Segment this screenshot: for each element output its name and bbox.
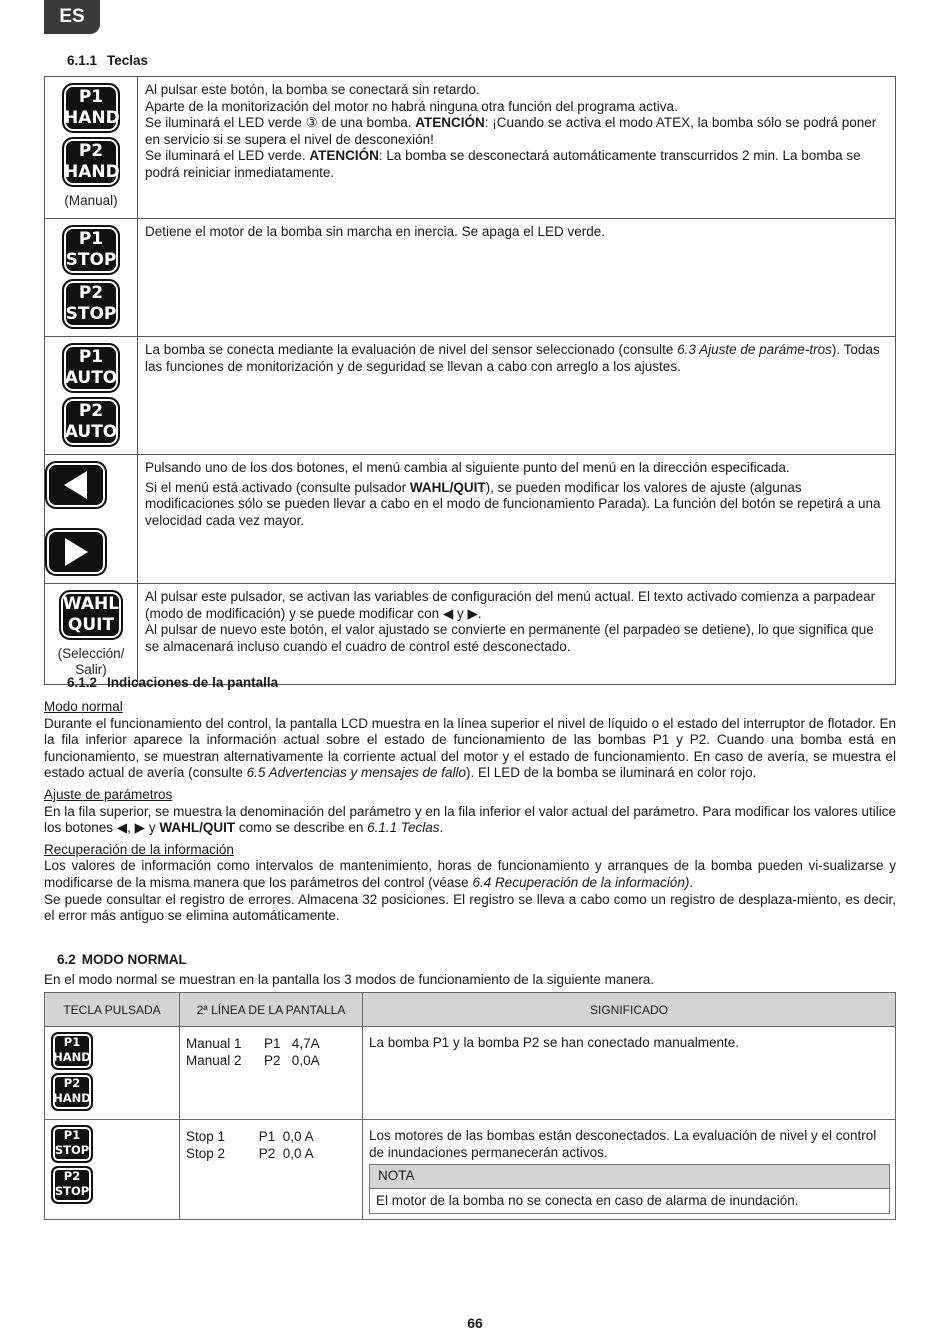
meaning-cell: La bomba P1 y la bomba P2 se han conectado manualmente. (363, 1027, 896, 1120)
note-box (369, 1164, 890, 1214)
col-header-meaning: SIGNIFICADO (363, 993, 896, 1027)
display-line-1: Stop 1 P1 0,0 A (186, 1129, 314, 1144)
key-cell-hand (45, 77, 138, 219)
ajuste-heading: Ajuste de parámetros (44, 786, 173, 802)
key-cell-auto (45, 337, 138, 455)
modo-normal-text: Durante el funcionamiento del control, la pantalla LCD muestra en la línea superior el nivel de líquido o el estado del interruptor de flotador. En la fila inferior aparece la información actual sobre el estado de funcionamiento de las bombas P1 y P2. Cuando una bomba está en funcionamiento, se muestran alternativamente la corriente actual del motor y el estado de funcionamiento. En caso de avería, se muestra el estado actual de avería (consulte 6.5 Advertencias y mensajes de fallo). El LED de la bomba se iluminará en color rojo. (44, 715, 896, 781)
meaning-text: Los motores de las bombas están desconectados. La evaluación de nivel y el control de inundaciones permanecerán activos. (369, 1128, 877, 1160)
stop-line-1: Detiene el motor de la bomba sin marcha en inercia. Se apaga el LED verde. (145, 224, 606, 239)
key-desc-hand (138, 77, 896, 219)
p1-stop-key: P1 STOP (51, 1125, 93, 1163)
hand-line-2: Aparte de la monitorización del motor no habrá ninguna otra función del programa activa. (145, 98, 678, 114)
display-line-cell (180, 1027, 363, 1120)
section-number: 6.2 (57, 952, 76, 967)
modo-normal-intro: En el modo normal se muestran en la pantalla los 3 modos de funcionamiento de la siguiente manera. (44, 972, 655, 987)
key-row-stop (45, 219, 896, 337)
section-title: Teclas (107, 53, 149, 68)
p1-stop-key: P1 STOP (62, 225, 120, 275)
display-line-2: Stop 2 P2 0,0 A (186, 1146, 314, 1161)
recup-text: Los valores de información como intervalos de mantenimiento, horas de funcionamiento y arranques de la bomba pueden vi-sualizarse y modificarse de la misma manera que los parámetros del control (véase 6.4 Recuperación de la información). (44, 858, 896, 890)
section-title: MODO NORMAL (81, 952, 187, 967)
display-line-2: Manual 2 P2 0,0A (186, 1053, 320, 1068)
section-number: 6.1.2 (67, 675, 98, 690)
section-heading-6-2 (57, 952, 187, 967)
table-row (45, 1027, 896, 1120)
section-title: Indicaciones de la pantalla (107, 675, 279, 690)
key-cell (45, 1027, 180, 1120)
key-desc-auto (138, 337, 896, 455)
recup-heading: Recuperación de la información (44, 841, 234, 857)
modes-header-row (45, 993, 896, 1027)
modes-table (44, 992, 896, 1220)
col-header-display: 2ª LÍNEA DE LA PANTALLA (180, 993, 363, 1027)
key-row-wahl (45, 584, 896, 685)
p1-hand-key: P1 HAND (62, 83, 120, 133)
section-heading-6-1-2 (67, 675, 278, 690)
p2-auto-key: P2 AUTO (62, 397, 120, 447)
hand-line-1: Al pulsar este botón, la bomba se conectará sin retardo. (145, 82, 480, 97)
key-cell-wahl (45, 584, 138, 685)
p2-hand-key: P2 HAND (51, 1073, 93, 1111)
arrows-line-1: Pulsando uno de los dos botones, el menú cambia al siguiente punto del menú en la dirección especificada. (145, 460, 790, 475)
p2-stop-key: P2 STOP (51, 1166, 93, 1204)
arrow-left-icon (45, 461, 107, 509)
wahl-quit-key: WAHL QUIT (59, 590, 123, 640)
key-cell (45, 1120, 180, 1220)
key-row-auto (45, 337, 896, 455)
display-line-cell (180, 1120, 363, 1220)
hand-line-4: Se iluminará el LED verde. ATENCIÓN: La bomba se desconectará automáticamente transcurridos 2 min. La bomba se podrá reiniciar inmediatamente. (145, 148, 861, 180)
ajuste-text: En la fila superior, se muestra la denominación del parámetro y en la fila inferior el valor actual del parámetro. Para modificar los valores utilice los botones ◀, ▶ y WAHL/QUIT como se describe en 6.1.1 Teclas. (44, 803, 896, 836)
display-indications-body (44, 699, 896, 925)
p2-stop-key: P2 STOP (62, 279, 120, 329)
key-desc-wahl (138, 584, 896, 685)
table-row (45, 1120, 896, 1220)
keys-table (44, 76, 896, 685)
key-label-seleccion: (Selección/ Salir) (57, 646, 125, 677)
key-row-hand (45, 77, 896, 219)
page-number: 66 (467, 1315, 483, 1331)
col-header-key: TECLA PULSADA (45, 993, 180, 1027)
wahl-line-1: Al pulsar este pulsador, se activan las variables de configuración del menú actual. El texto activado comienza a parpadear (modo de modificación) y se puede modificar con ◀ y ▶. (145, 589, 876, 621)
meaning-cell (363, 1120, 896, 1220)
modo-normal-heading: Modo normal (44, 699, 123, 714)
key-label-manual: (Manual) (64, 193, 118, 208)
recup-text-2: Se puede consultar el registro de errores. Almacena 32 posiciones. El registro se lleva a cabo como un registro de desplaza-miento, es decir, el error más antiguo se elimina automáticamente. (44, 891, 896, 924)
key-desc-arrows (138, 455, 896, 584)
key-cell-stop (45, 219, 138, 337)
section-heading-6-1-1 (67, 53, 148, 68)
note-heading: NOTA (370, 1165, 889, 1189)
key-row-arrows (45, 455, 896, 584)
p1-hand-key: P1 HAND (51, 1032, 93, 1070)
auto-line-1: La bomba se conecta mediante la evaluación de nivel del sensor seleccionado (consulte 6.3 Ajuste de paráme-tros). Todas las funciones de monitorización y de seguridad se llevan a cabo con arreglo a los ajustes. (145, 342, 880, 374)
note-body: El motor de la bomba no se conecta en caso de alarma de inundación. (376, 1192, 799, 1208)
p1-auto-key: P1 AUTO (62, 343, 120, 393)
key-desc-stop (138, 219, 896, 337)
arrow-right-icon (45, 528, 107, 576)
key-cell-arrows (45, 455, 138, 584)
display-line-1: Manual 1 P1 4,7A (186, 1036, 320, 1051)
hand-line-3: Se iluminará el LED verde ③ de una bomba. ATENCIÓN: ¡Cuando se activa el modo ATEX, la bomba sólo se podrá poner en servicio si se supera el nivel de desconexión! (145, 115, 877, 147)
wahl-line-2: Al pulsar de nuevo este botón, el valor ajustado se convierte en permanente (el parpadeo se detiene), lo que significa que se almacenará incluso cuando el cuadro de control esté desconectado. (145, 622, 874, 654)
arrows-line-2: Si el menú está activado (consulte pulsador WAHL/QUIT), se pueden modificar los valores de ajuste (algunas modificaciones sólo se pueden llevar a cabo en el modo de funcionamiento Parada). La función del botón se repetirá a una velocidad cada vez mayor. (145, 479, 881, 528)
p2-hand-key: P2 HAND (62, 137, 120, 187)
section-number: 6.1.1 (67, 53, 98, 68)
language-tab: ES (44, 0, 100, 34)
